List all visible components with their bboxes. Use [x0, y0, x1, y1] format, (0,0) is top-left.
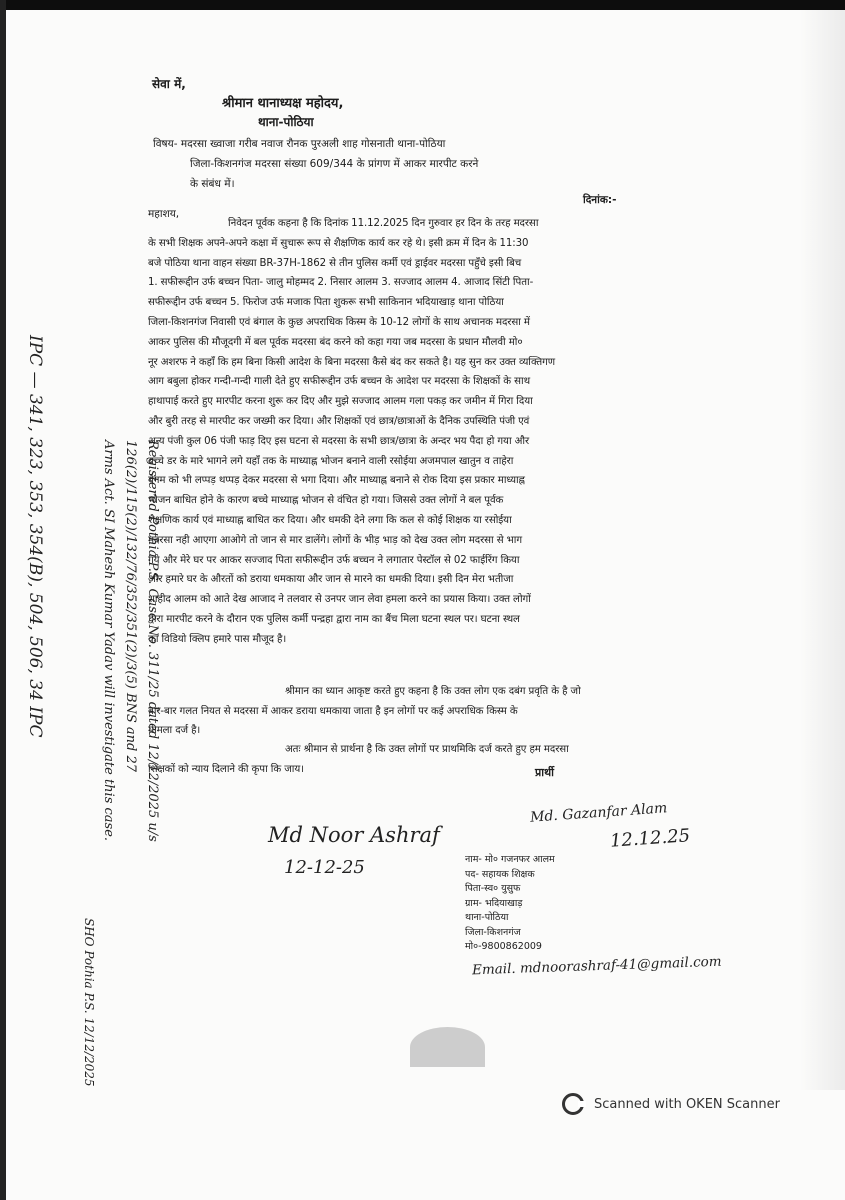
letter-line: और हमारे घर के औरतों को डराया धमकाया और जान से मारने का धमकी दिया। इसी दिन मेरा भतीजा — [148, 574, 514, 586]
right-signature-date: 12.12.25 — [609, 825, 691, 852]
letter-line: अन्य पंजी कुल 06 पंजी फाड़ दिए इस घटना से मदरसा के सभी छात्र/छात्रा के अन्दर भय पैदा हो गया और — [148, 435, 530, 447]
letter-line: बजे पोठिया थाना वाहन संख्या BR-37H-1862 से तीन पुलिस कर्मी एवं ड्राईवर मदरसा पहुँचे इसी बिच — [148, 257, 522, 269]
applicant-info-line: थाना-पोठिया — [465, 912, 509, 923]
margin-note-registration-line3: Arms Act. SI Mahesh Kumar Yadav will investigate this case. — [101, 440, 116, 842]
scan-edge-left — [0, 0, 6, 1200]
letter-line: मामला दर्ज है। — [148, 725, 201, 736]
margin-note-registration-line2: 126(2)/115(2)/132/76/352/351(2)/3(5) BNS and 27 — [123, 440, 138, 773]
greeting: महाशय, — [148, 208, 180, 220]
letter-line: अतः श्रीमान से प्रार्थना है कि उक्त लोगों पर प्राथमिकि दर्ज करते हुए हम मदरसा — [285, 744, 569, 755]
letter-line: बेगम को भी लप्पड़ थप्पड़ देकर मदरसा से भगा दिया। और माध्याह्न बनाने से रोक दिया इस प्रकार माध्याह्न — [148, 475, 525, 487]
applicant-info-line: पद- सहायक शिक्षक — [465, 868, 535, 880]
email-handwritten: Email. mdnoorashraf-41@gmail.com — [471, 953, 722, 979]
letter-line: नूर अशरफ ने कहाँ कि हम बिना किसी आदेश के बिना मदरसा कैसे बंद कर सकते है। यह सुन कर उक्त व्यक्तिगण — [148, 356, 556, 368]
letter-line: गये और मेरे घर पर आकर सज्जाद पिता सफीरूद्दीन उर्फ बच्चन ने लगातार पेस्टॉल से 02 फाईरिंग किया — [148, 554, 520, 566]
left-signature-name: Md Noor Ashraf — [268, 823, 440, 847]
letter-line: द्वारा मारपीट करने के दौरान एक पुलिस कर्मी पन्द्रहा द्वारा नाम का बैंच मिला घटना स्थल पर। घटना स्थल — [148, 614, 520, 625]
salutation-to: सेवा में, — [152, 77, 186, 91]
letter-line: निवेदन पूर्वक कहना है कि दिनांक 11.12.2025 दिन गुरुवार हर दिन के तरह मदरसा — [228, 218, 539, 229]
margin-note-ipc-sections: IPC — 341, 323, 353, 354(B), 504, 506, 34 IPC — [25, 335, 45, 738]
scan-shade-right — [800, 10, 845, 1090]
letter-line: हाथापाई करते हुए मारपीट करना शुरू कर दिए और मुझे सज्जाद आलम गला पकड़ कर जमीन में गिरा दिया — [148, 396, 533, 408]
letter-line: का विडियो क्लिप हमारे पास मौजूद है। — [148, 633, 287, 645]
letter-line: के सभी शिक्षक अपने-अपने कक्षा में सुचारू रूप से शैक्षणिक कार्य कर रहे थे। इसी क्रम में दिन के 11:30 — [148, 237, 529, 249]
recipient-line1: श्रीमान थानाध्यक्ष महोदय, — [222, 96, 344, 111]
letter-line: श्रीमान का ध्यान आकृष्ट करते हुए कहना है कि उक्त लोग एक दबंग प्रवृति के है जो — [285, 686, 581, 697]
applicant-label: प्रार्थी — [535, 766, 554, 779]
left-signature-date: 12-12-25 — [284, 857, 365, 878]
date-label: दिनांक:- — [583, 194, 617, 206]
letter-line: सफीरूद्दीन उर्फ बच्चन 5. फिरोज उर्फ मजाक पिता शुकरू सभी साकिनान भदियाखाड़ थाना पोठिया — [148, 297, 504, 309]
letter-line: मदरसा नही आएगा आओगे तो जान से मार डालेंगे। लोगों के भीड़ भाड़ को देख उक्त लोग मदरसा से भाग — [148, 534, 522, 546]
scan-edge-top — [0, 0, 845, 10]
letter-line: शैक्षणिक कार्य एवं माध्याह्न बाधित कर दिया। और धमकी देने लगा कि कल से कोई शिक्षक या रसोईया — [148, 515, 512, 526]
scanner-watermark — [562, 1093, 780, 1115]
applicant-info-line: मो०-9800862009 — [465, 941, 542, 952]
letter-line: शाहीद आलम को आते देख आजाद ने तलवार से उनपर जान लेवा हमला करने का प्रयास किया। उक्त लोगों — [148, 594, 531, 606]
letter-line: 1. सफीरूद्दीन उर्फ बच्चन पिता- जालु मोहम्मद 2. निसार आलम 3. सज्जाद आलम 4. आजाद सिंटी पिता- — [148, 277, 534, 289]
letter-line: बच्चे डर के मारे भागने लगे यहाँ तक के माध्याह्न भोजन बनाने वाली रसोईया अजमपाल खातुन व ताहेरा — [148, 455, 514, 467]
recipient-line2: थाना-पोठिया — [258, 115, 314, 129]
subject-line2: जिला-किशनगंज मदरसा संख्या 609/344 के प्रांगण में आकर मारपीट करने — [190, 158, 479, 170]
applicant-info-line: नाम- मो० गजनफर आलम — [465, 854, 555, 865]
applicant-info-line: ग्राम- भदियाखाड़ — [465, 897, 523, 909]
stamp-shadow — [410, 1027, 485, 1067]
letter-line: जिला-किशनगंज निवासी एवं बंगाल के कुछ अपराधिक किस्म के 10-12 लोगों के साथ अचानक मदरसा में — [148, 317, 530, 328]
margin-note-registration-line1: Registered Pothia P.S. Case No. 311/25 dated 12/12/2025 u/s — [145, 440, 160, 842]
right-signature-name: Md. Gazanfar Alam — [529, 800, 668, 826]
subject-line1: विषय- मदरसा ख्वाजा गरीब नवाज रौनक पुरअली शाह गोसनाती थाना-पोठिया — [153, 138, 446, 150]
watermark-text: Scanned with OKEN Scanner — [594, 1096, 780, 1112]
applicant-info-line: पिता-स्व० युसुफ — [465, 883, 521, 894]
oken-logo-icon — [562, 1093, 584, 1115]
letter-line: आग बबुला होकर गन्दी-गन्दी गाली देते हुए सफीरूद्दीन उर्फ बच्चन के आदेश पर मदरसा के शिक्षकों के साथ — [148, 376, 531, 388]
letter-line: शिक्षकों को न्याय दिलाने की कृपा कि जाय। — [148, 763, 304, 775]
applicant-info-line: जिला-किशनगंज — [465, 926, 521, 938]
subject-line3: के संबंध में। — [190, 178, 235, 190]
letter-line: और बुरी तरह से मारपीट कर जख्मी कर दिया। और शिक्षकों एवं छात्र/छात्राओं के दैनिक उपस्थिति पंजी एवं — [148, 416, 530, 427]
letter-line: बार-बार गलत नियत से मदरसा में आकर डराया धमकाया जाता है इन लोगों पर कई अपराधिक किस्म के — [148, 705, 518, 717]
letter-line: आकर पुलिस की मौजूदगी में बल पूर्वक मदरसा बंद करने को कहा गया जब मदरसा के प्रधान मौलवी मो० — [148, 336, 523, 348]
margin-note-officer-stamp: SHO Pothia P.S. 12/12/2025 — [82, 918, 96, 1087]
letter-line: भोजन बाधित होने के कारण बच्चे माध्याह्न भोजन से वंचित हो गया। जिससे उक्त लोगों ने बल पूर्वक — [148, 495, 504, 507]
